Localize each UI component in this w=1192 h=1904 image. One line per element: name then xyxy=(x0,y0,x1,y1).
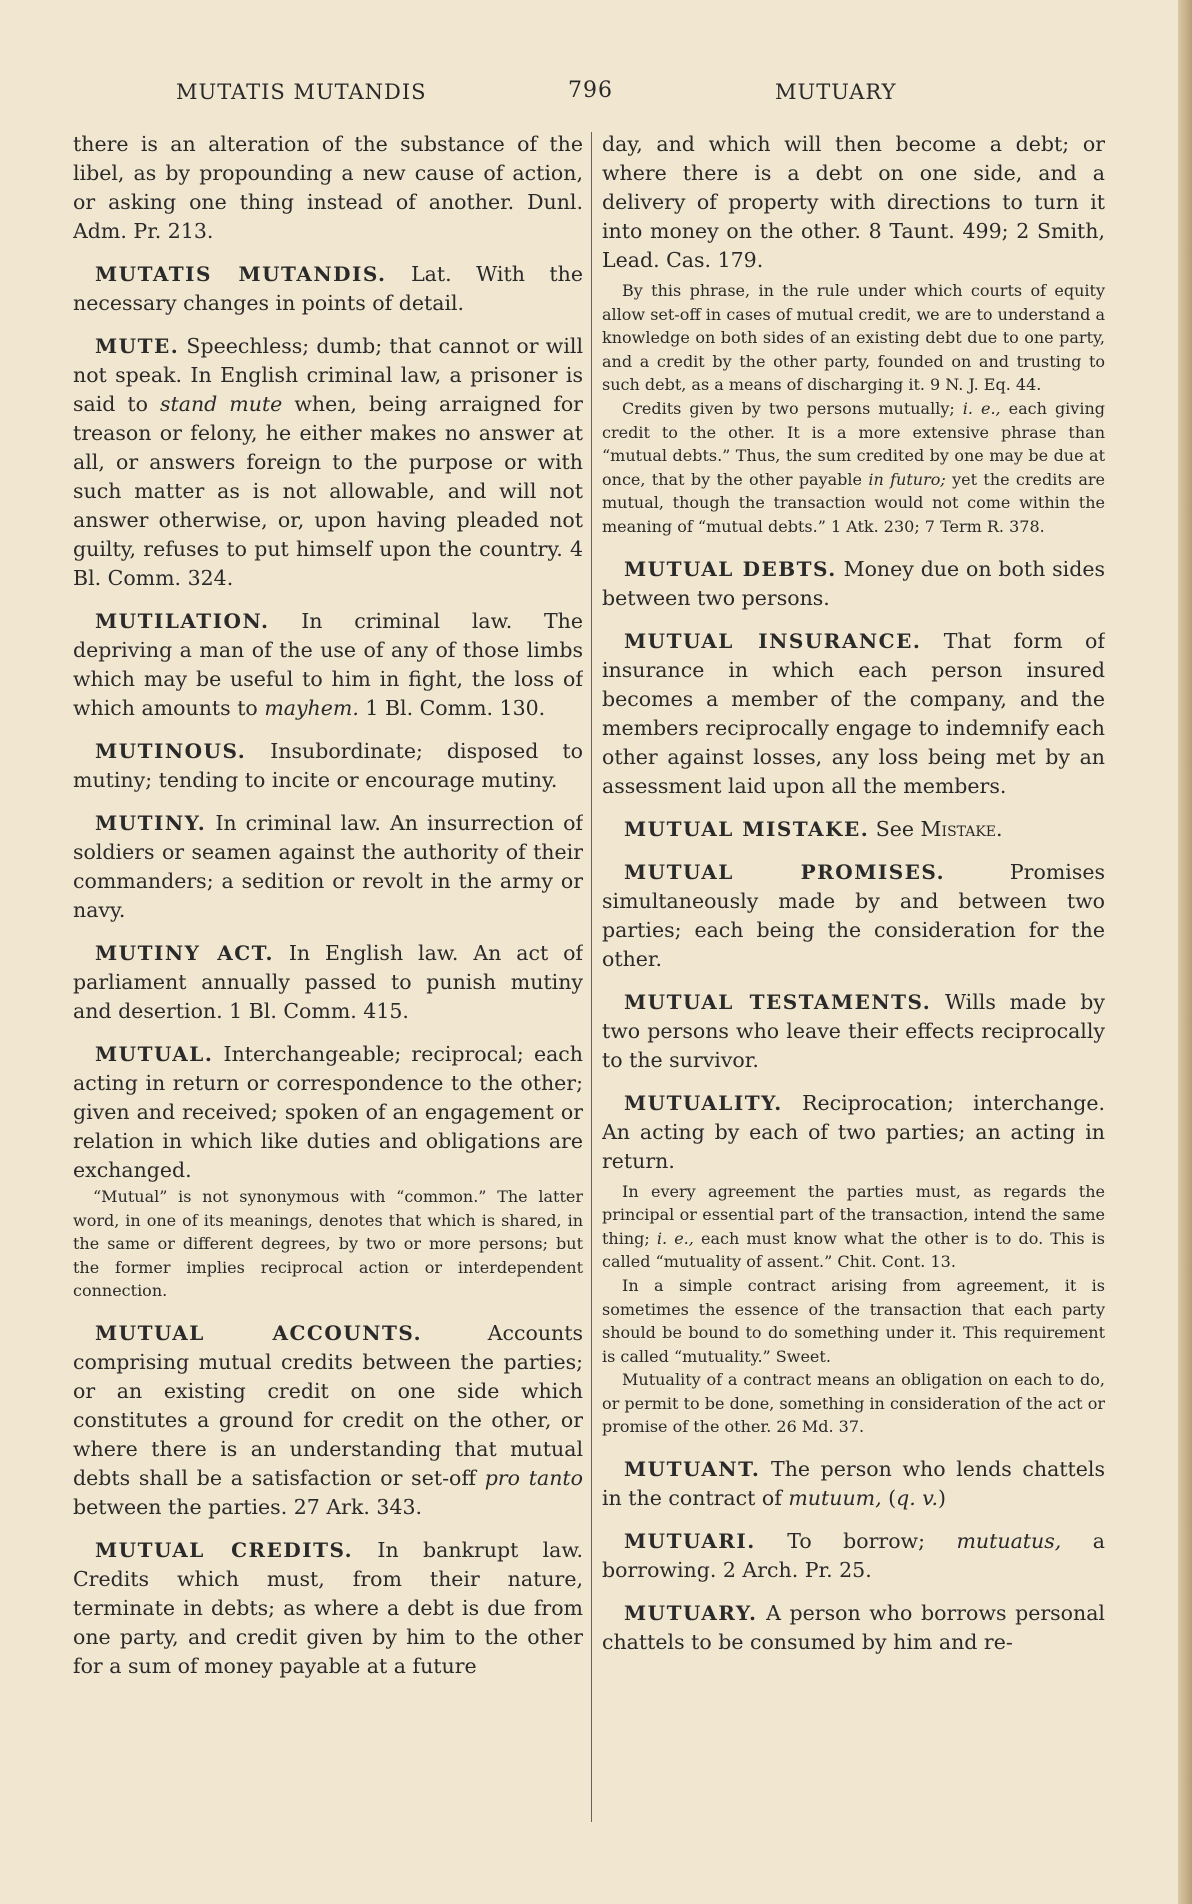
entry-text: Insubordinate; disposed to mutiny; tending to incite or encourage mutiny. xyxy=(73,739,583,792)
note-text: Credits given by two persons mutually; xyxy=(622,398,955,418)
entry-italic-term: q. v. xyxy=(896,1486,938,1511)
entry-mute xyxy=(73,332,583,593)
column-divider xyxy=(591,132,592,1822)
entry-italic-term: stand mute xyxy=(160,392,283,416)
entry-mutiny xyxy=(73,809,583,925)
entry-continuation xyxy=(73,130,583,246)
entry-mutatis-mutandis xyxy=(73,260,583,318)
right-column xyxy=(602,130,1105,1830)
note-text: each giving credit to the other. It is a more extensive phrase than “mutual debts.” Thus, the sum credited by one may be due at once, that by the other payable xyxy=(602,398,1105,489)
entry-mutual-mistake xyxy=(602,815,1105,844)
entry-headword: MUTUANT. xyxy=(624,1457,761,1482)
entry-text: That form of insurance in which each person insured becomes a member of the company, and the members reciprocally engage to indemnify each other against losses, any loss being met by an assessment laid upon all the members. xyxy=(602,628,1105,798)
entry-text: To borrow; xyxy=(787,1529,925,1554)
cross-reference: Mistake. xyxy=(920,816,1003,841)
entry-mutilation xyxy=(73,607,583,723)
entry-continuation xyxy=(602,130,1105,275)
entry-mutiny-act xyxy=(73,939,583,1026)
entry-note: In a simple contract arising from agreement, it is sometimes the essence of the transaction that each party should be bound to do something under it. This requirement is called “mutuality.” Sweet. xyxy=(602,1275,1105,1366)
entry-note: Mutuality of a contract means an obligation on each to do, or permit to be done, something in consideration of the act or promise of the other. 26 Md. 37. xyxy=(602,1370,1105,1437)
entry-text: A person who borrows personal chattels to be consumed by him and re- xyxy=(602,1601,1105,1655)
entry-text: when, being arraigned for treason or felony, he either makes no answer at all, or answers foreign to the purpose or with such matter as is not allowable, and will not answer otherwise, or, upon having pleaded not guilty, refuses to put himself upon the country. 4 Bl. Comm. 324. xyxy=(73,392,583,590)
note-italic: i. e., xyxy=(656,1228,694,1248)
entry-text: In criminal law. An insurrection of soldiers or seamen against the authority of their commanders; a sedition or revolt in the army or navy. xyxy=(73,811,583,922)
entry-text: there is an alteration of the substance of the libel, as by propounding a new cause of action, or asking one thing instead of another. Dunl. Adm. Pr. 213. xyxy=(73,132,583,243)
page-binding-edge xyxy=(1178,0,1192,1904)
note-italic: in futuro; xyxy=(868,469,946,489)
entry-headword: MUTILATION. xyxy=(95,609,270,633)
header-left-guideword: MUTATIS MUTANDIS xyxy=(176,80,427,104)
entry-headword: MUTUAL CREDITS. xyxy=(95,1537,354,1562)
entry-mutual-insurance xyxy=(602,627,1105,801)
entry-mutuality xyxy=(602,1089,1105,1176)
entry-text: The person who lends chattels in the contract of xyxy=(602,1457,1105,1511)
left-column xyxy=(73,130,583,1830)
entry-headword: MUTUAL DEBTS. xyxy=(624,556,837,581)
entry-mutuary xyxy=(602,1599,1105,1657)
entry-text: Promises simultaneously made by and between two parties; each being the consideration for the other. xyxy=(602,859,1105,971)
entry-headword: MUTATIS MUTANDIS. xyxy=(95,262,387,286)
entry-italic-term: mayhem. xyxy=(264,696,359,720)
entry-text: Reciprocation; interchange. An acting by each of two parties; an acting in return. xyxy=(602,1090,1105,1173)
entry-mutual-testaments xyxy=(602,988,1105,1075)
entry-headword: MUTINY. xyxy=(95,811,207,835)
entry-note: By this phrase, in the rule under which courts of equity allow set-off in cases of mutual credit, we are to understand a knowledge on both sides of an existing debt due to one party, and a credit by the other party, founded on and trusting to such debt, as a means of discharging it. 9 N. J. Eq. 44. xyxy=(602,281,1105,395)
entry-mutual xyxy=(73,1040,583,1185)
entry-mutual-debts xyxy=(602,555,1105,613)
entry-headword: MUTUAL TESTAMENTS. xyxy=(624,989,932,1014)
entry-text: a borrowing. 2 Arch. Pr. 25. xyxy=(602,1529,1105,1583)
entry-note: “Mutual” is not synonymous with “common.” The latter word, in one of its meanings, denotes that which is shared, in the same or different degrees, by two or more persons; but the former implies reciprocal action or interdependent connection. xyxy=(73,1187,583,1301)
entry-text: In English law. An act of parliament annually passed to punish mutiny and desertion. 1 Bl. Comm. 415. xyxy=(73,941,583,1023)
entry-mutuari xyxy=(602,1527,1105,1585)
entry-text: day, and which will then become a debt; or where there is a debt on one side, and a delivery of property with directions to turn it into money on the other. 8 Taunt. 499; 2 Smith, Lead. Cas. 179. xyxy=(602,132,1105,272)
note-text: yet the credits are mutual, though the transaction would not come within the meaning of “mutual debts.” 1 Atk. 230; 7 Term R. 378. xyxy=(602,469,1105,536)
entry-text: Accounts comprising mutual credits between the parties; or an existing credit on one side which constitutes a ground for credit on the other, or where there is an understanding that mutual debts shall be a satisfaction or set-off xyxy=(73,1320,583,1490)
entry-text: Lat. With the necessary changes in points of detail. xyxy=(73,262,583,315)
header-right-guideword: MUTUARY xyxy=(775,80,897,104)
entry-mutual-promises xyxy=(602,858,1105,974)
note-text: each must know what the other is to do. This is called “mutuality of assent.” Chit. Cont. 13. xyxy=(602,1228,1105,1272)
entry-note xyxy=(602,1180,1105,1274)
entry-italic-term: mutuatus, xyxy=(956,1529,1062,1554)
entry-mutuant xyxy=(602,1455,1105,1513)
entry-italic-term: pro tanto xyxy=(484,1465,583,1490)
entry-text: ( xyxy=(888,1486,897,1511)
entry-headword: MUTUAL PROMISES. xyxy=(624,859,946,884)
entry-mutinous xyxy=(73,737,583,795)
entry-headword: MUTINOUS. xyxy=(95,739,247,763)
entry-headword: MUTUARI. xyxy=(624,1529,756,1554)
entry-text: 1 Bl. Comm. 130. xyxy=(365,696,546,720)
entry-headword: MUTUAL MISTAKE. xyxy=(624,816,870,841)
entry-text: Wills made by two persons who leave their effects reciprocally to the survivor. xyxy=(602,989,1105,1072)
entry-headword: MUTUAL. xyxy=(95,1042,214,1066)
entry-headword: MUTUALITY. xyxy=(624,1090,783,1115)
entry-headword: MUTUAL INSURANCE. xyxy=(624,628,922,653)
entry-headword: MUTE. xyxy=(95,334,180,358)
entry-note xyxy=(602,397,1105,539)
entry-mutual-accounts xyxy=(73,1319,583,1522)
entry-text: Interchangeable; reciprocal; each acting in return or correspondence to the other; given and received; spoken of an engagement or relation in which like duties and obligations are exchanged. xyxy=(73,1042,583,1182)
note-italic: i. e., xyxy=(962,398,1001,418)
entry-headword: MUTUAL ACCOUNTS. xyxy=(95,1320,423,1345)
entry-text: In criminal law. The depriving a man of the use of any of those limbs which may be useful to him in fight, the loss of which amounts to xyxy=(73,609,583,720)
running-header xyxy=(170,72,930,112)
entry-text: In bankrupt law. Credits which must, from their nature, terminate in debts; as where a debt is due from one party, and credit given by him to the other for a sum of money payable at a future xyxy=(73,1537,583,1678)
entry-text: Money due on both sides between two persons. xyxy=(602,556,1105,610)
entry-headword: MUTUARY. xyxy=(624,1601,758,1626)
entry-text: ) xyxy=(937,1486,946,1511)
page-number: 796 xyxy=(568,78,613,103)
entry-mutual-credits xyxy=(73,1536,583,1681)
entry-text: See xyxy=(875,816,915,841)
note-text: In every agreement the parties must, as regards the principal or essential part of the transaction, intend the same thing; xyxy=(602,1181,1105,1248)
entry-text: between the parties. 27 Ark. 343. xyxy=(73,1494,423,1519)
entry-headword: MUTINY ACT. xyxy=(95,941,274,965)
entry-italic-term: mutuum, xyxy=(788,1486,882,1511)
entry-text: Speechless; dumb; that cannot or will not speak. In English criminal law, a prisoner is said to xyxy=(73,334,583,416)
